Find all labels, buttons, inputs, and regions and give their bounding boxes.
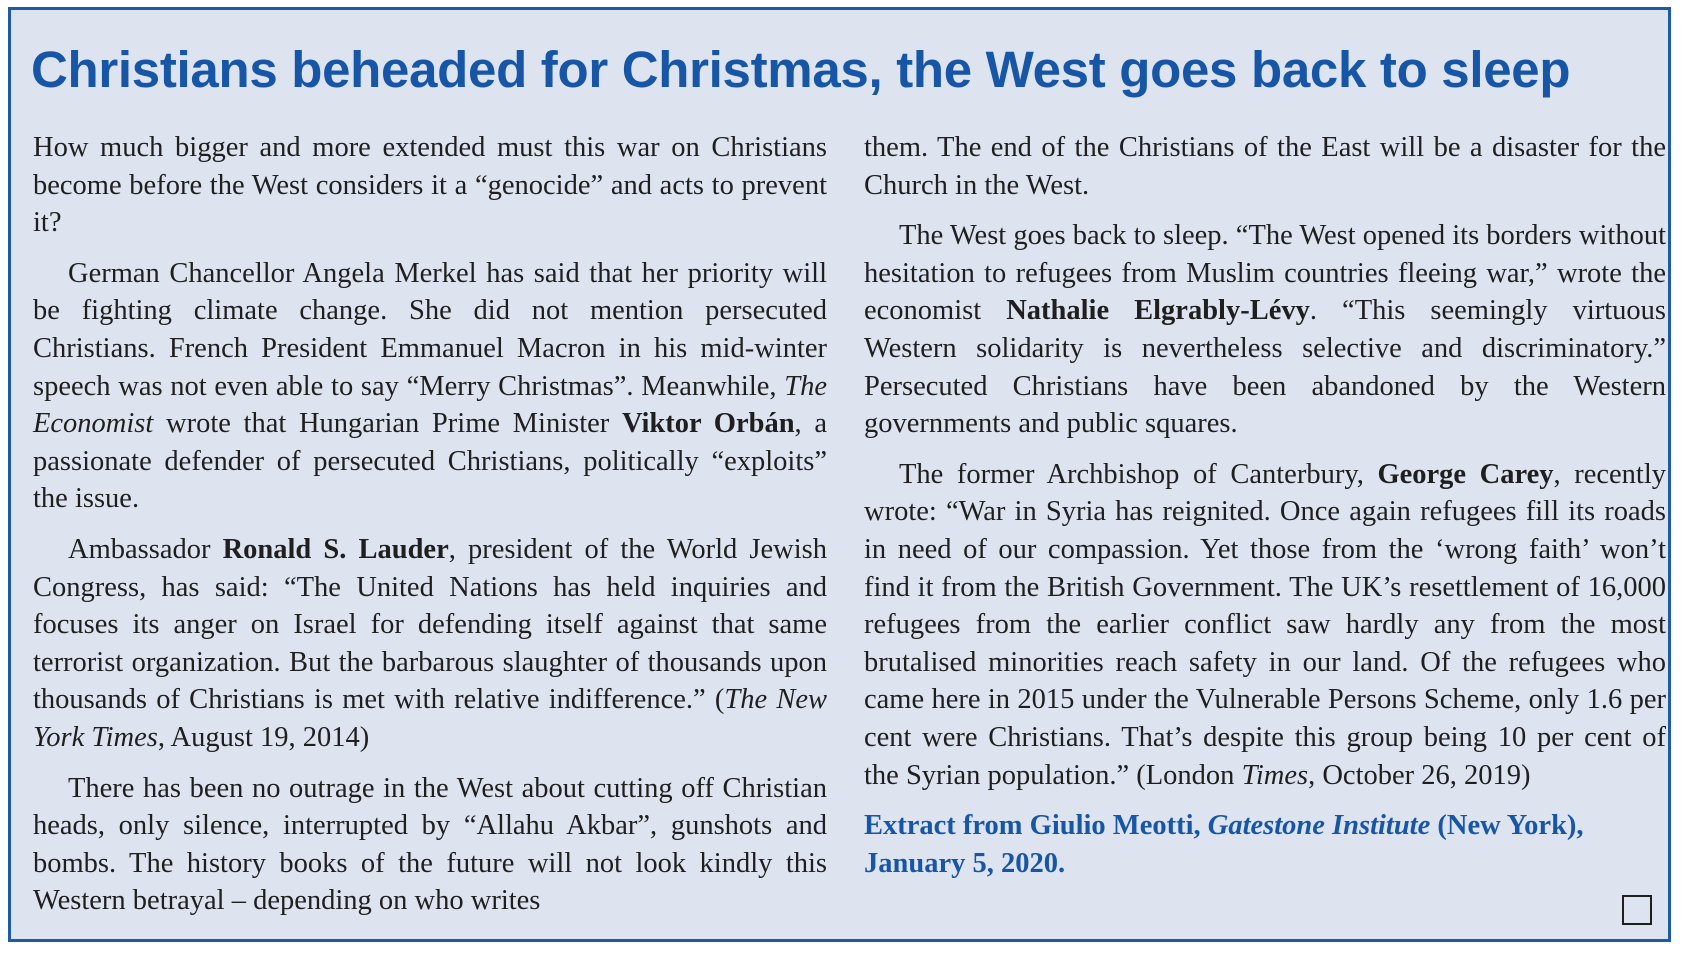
paragraph-text: The West goes back to sleep. “The West opened its borders without hesitation to refugees from Muslim countries fleeing war,” wrote the economist (864, 220, 1666, 327)
publication-name: Times (1241, 759, 1309, 791)
paragraph (33, 255, 827, 518)
paragraph (864, 217, 1666, 443)
person-name: Ronald S. Lauder (222, 533, 449, 565)
left-column (33, 129, 827, 933)
paragraph-text: wrote that Hungarian Prime Minister (153, 408, 622, 440)
article-box (8, 7, 1671, 942)
publication-name: The New York Times (33, 684, 827, 753)
paragraph (864, 456, 1666, 794)
paragraph-text: German Chancellor Angela Merkel has said that her priority will be fighting climate change. She did not mention persecuted Christians. French President Emmanuel Macron in his mid-winter speech was not even able to say “Merry Christmas”. Meanwhile, (33, 257, 827, 402)
paragraph (33, 531, 827, 757)
publication-name: The Economist (33, 370, 827, 440)
paragraph-text: Ambassador (68, 533, 223, 565)
paragraph-text: . “This seemingly virtuous Western solidarity is nevertheless selective and discriminatory.” Persecuted Christians have been abandoned by the Western governments and public squares. (864, 295, 1666, 440)
paragraph (864, 129, 1666, 204)
paragraph-text: , recently wrote: “War in Syria has reignited. Once again refugees fill its roads in need of our compassion. Yet those from the ‘wrong faith’ won’t find it from the British Government. The UK’s resettlement of 16,000 refugees from the earlier conflict saw hardly any from the most brutalised minorities reach safety in our land. Of the refugees who came here in 2015 under the Vulnerable Persons Scheme, only 1.6 per cent were Christians. That’s despite this group being 10 per cent of the Syrian population.” (London (864, 458, 1667, 791)
paragraph-text: , August 19, 2014) (157, 721, 370, 753)
paragraph-text: , a passionate defender of persecuted Christians, politically “exploits” the issue. (33, 408, 827, 515)
paragraph-text: The former Archbishop of Canterbury, (899, 458, 1378, 490)
paragraph-text: , October 26, 2019) (1308, 759, 1531, 791)
publication-name: Gatestone Institute (1207, 810, 1431, 842)
paragraph (33, 129, 827, 242)
right-column (864, 129, 1666, 895)
credit-text: (New York), January 5, 2020. (864, 810, 1584, 879)
paragraph-text: There has been no outrage in the West about cutting off Christian heads, only silence, interrupted by “Allahu Akbar”, gunshots and bombs. The history books of the future will not look kindly this Western betrayal – depending on who writes (33, 772, 827, 917)
end-of-article-mark (1622, 895, 1652, 925)
article-title: Christians beheaded for Christmas, the West goes back to sleep (31, 41, 1571, 98)
person-name: George Carey (1377, 458, 1554, 490)
person-name: Viktor Orbán (621, 408, 795, 440)
paragraph-text: them. The end of the Christians of the East will be a disaster for the Church in the West. (864, 132, 1666, 201)
credit-text: Extract from Giulio Meotti, (864, 810, 1208, 842)
source-credit (864, 807, 1666, 882)
person-name: Nathalie Elgrably-Lévy (1006, 295, 1310, 327)
paragraph-text: , president of the World Jewish Congress, has said: “The United Nations has held inquiries and focuses its anger on Israel for defending itself against that same terrorist organization. But the barbarous slaughter of thousands upon thousands of Christians is met with relative indifference.” ( (33, 533, 827, 716)
paragraph (33, 770, 827, 920)
paragraph-text: How much bigger and more extended must this war on Christians become before the West considers it a “genocide” and acts to prevent it? (33, 132, 827, 239)
